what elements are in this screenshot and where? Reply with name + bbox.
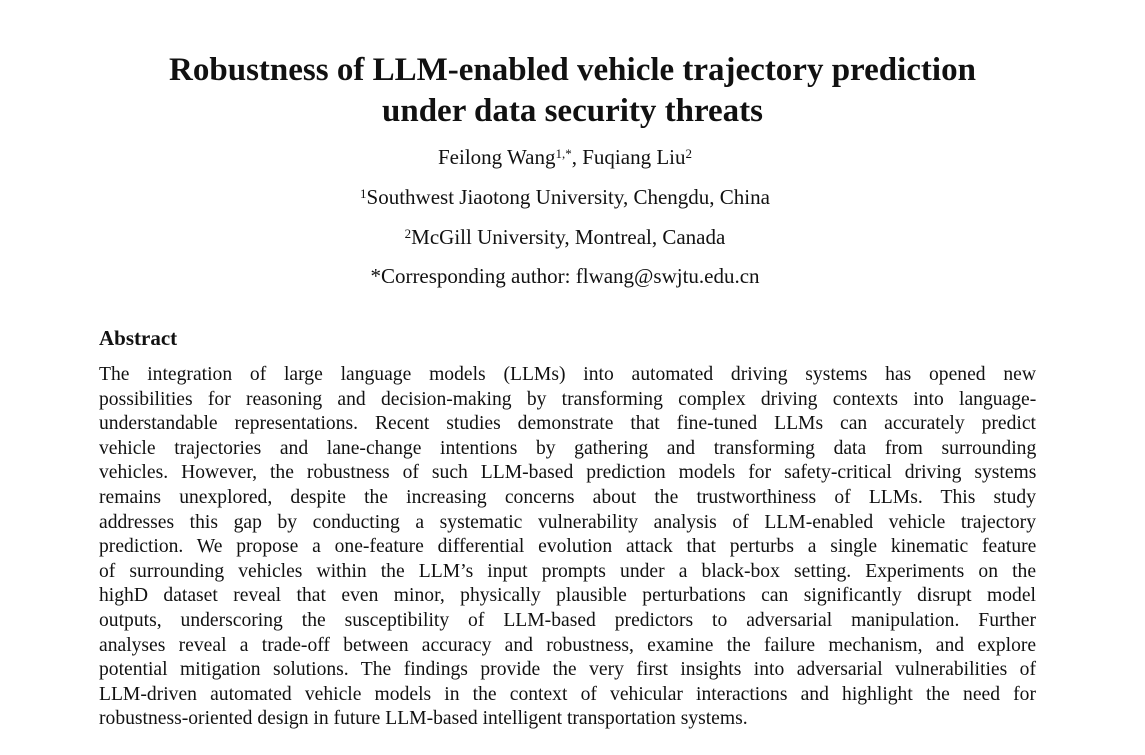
author-list — [0, 144, 1130, 170]
abstract-line: remains unexplored, despite the increasing concerns about the trustworthiness of LLMs. This study — [99, 486, 1036, 508]
author-name: Fuqiang Liu — [582, 145, 686, 169]
abstract-line: The integration of large language models (LLMs) into automated driving systems has opened new — [99, 364, 1036, 385]
abstract-line: potential mitigation solutions. The findings provide the very first insights into adversarial vulnerabilities of — [99, 659, 1036, 681]
affiliation — [0, 184, 1130, 210]
abstract-heading: Abstract — [99, 326, 178, 350]
abstract-line: robustness-oriented design in future LLM-based intelligent transportation systems. — [99, 708, 748, 730]
author-separator: , — [571, 145, 583, 169]
abstract-line: vehicles. However, the robustness of such LLM-based prediction models for safety-critical driving systems — [99, 462, 1037, 484]
abstract-line: LLM-driven automated vehicle models in the context of vehicular interactions and highlight the need for — [99, 683, 1036, 705]
affiliation-marker: 2 — [404, 226, 412, 241]
abstract-body — [99, 363, 1036, 732]
corresponding-author: *Corresponding author: flwang@swjtu.edu.cn — [370, 264, 760, 288]
affiliation-text: McGill University, Montreal, Canada — [411, 225, 726, 249]
paper-title-line-1: Robustness of LLM-enabled vehicle trajectory prediction — [169, 52, 976, 88]
author-affiliation-marker: 1,* — [555, 146, 572, 161]
abstract-line: understandable representations. Recent studies demonstrate that fine-tuned LLMs can accurately predict — [99, 413, 1036, 435]
abstract-line: prediction. We propose a one-feature differential evolution attack that perturbs a single kinematic feature — [99, 536, 1037, 558]
abstract-line: vehicle trajectories and lane-change intentions by gathering and transforming data from surrounding — [99, 437, 1037, 459]
abstract-line: highD dataset reveal that even minor, physically plausible perturbations can significantly disrupt model — [99, 585, 1036, 607]
abstract-line: analyses reveal a trade-off between accuracy and robustness, examine the failure mechanism, and explore — [99, 634, 1037, 656]
affiliation — [0, 224, 1130, 250]
paper-title-line-2: under data security threats — [381, 93, 763, 129]
abstract-line: addresses this gap by conducting a systematic vulnerability analysis of LLM-enabled vehicle trajectory — [99, 511, 1036, 533]
abstract-line: possibilities for reasoning and decision-making by transforming complex driving contexts into language- — [99, 388, 1037, 410]
abstract-line: outputs, underscoring the susceptibility of LLM-based predictors to adversarial manipulation. Further — [99, 609, 1036, 631]
abstract-line: of surrounding vehicles within the LLM’s input prompts under a black-box setting. Experiments on the — [99, 560, 1037, 582]
author-affiliation-marker: 2 — [685, 146, 692, 161]
affiliation-text: Southwest Jiaotong University, Chengdu, China — [366, 185, 770, 209]
author-name: Feilong Wang — [438, 145, 556, 169]
affiliation-marker: 1 — [360, 186, 367, 201]
